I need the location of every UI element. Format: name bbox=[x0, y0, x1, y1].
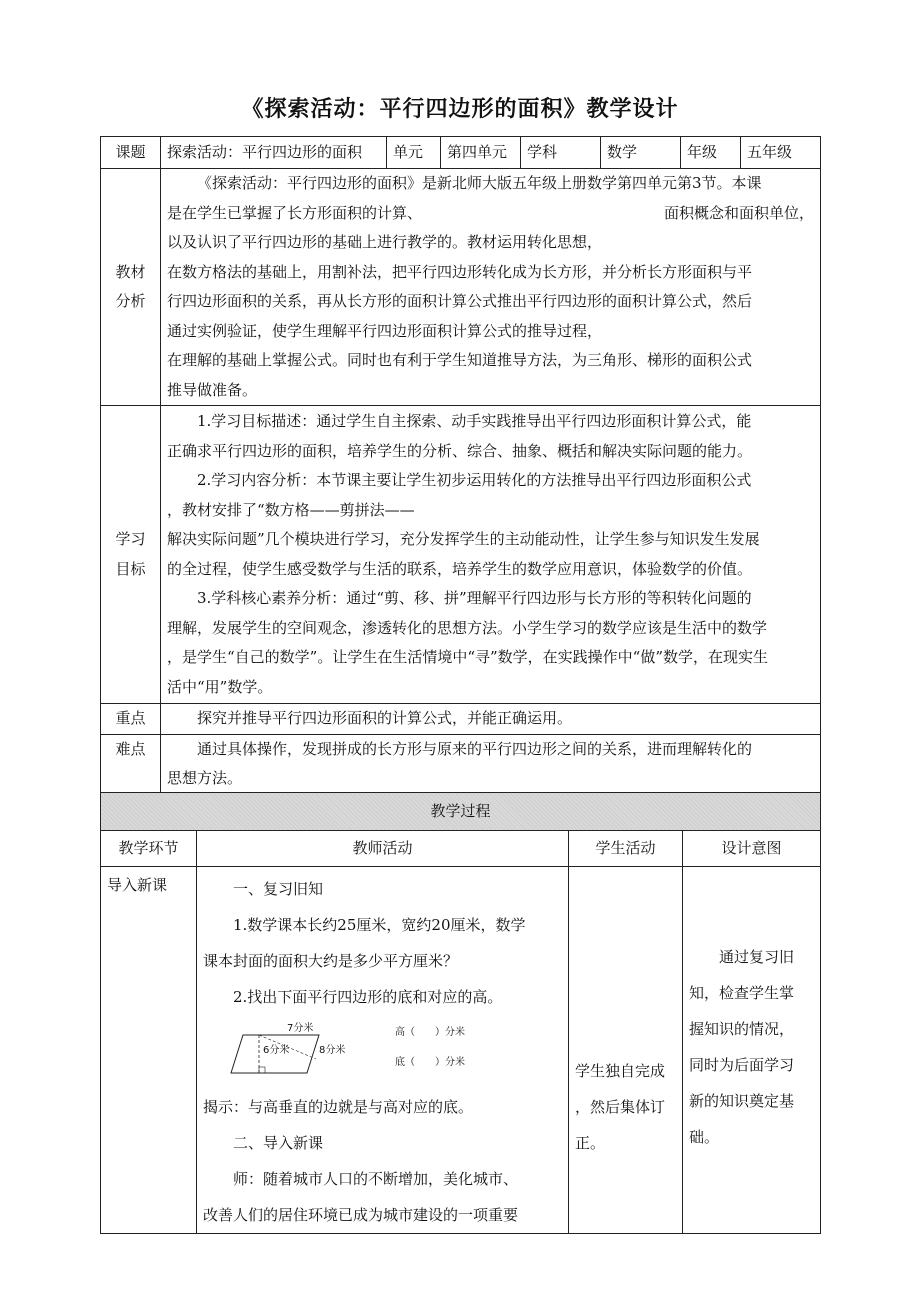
col-header-intent: 设计意图 bbox=[683, 831, 821, 867]
objectives-text: 1.学习目标描述：通过学生自主探索、动手实践推导出平行四边形面积计算公式，能 正确求平行四边形的面积，培养学生的分析、综合、抽象、概括和解决实际问题的能力。 2.学习内容分析：本节课主要让学生初步运用转化的方法推导出平行四边形面积公式 ，教材安排了“数方格——剪拼法—— 解决实际问题”几个模块进行学习，充分发挥学生的主动能动性，让学生参与知识发生发展 的全过程，使学生感受数学与生活的联系，培养学生的数学应用意识，体验数学的价值。 3.学科核心素养分析：通过“剪、移、拼”理解平行四边形与长方形的等积转化问题的 理解，发展学生的空间观念，渗透转化的思想方法。小学生学习的数学应该是生活中的数学 ，是学生“自己的数学”。让学生在生活情境中“寻”数学，在实践操作中“做”数学，在现实生 活中“用”数学。 bbox=[161, 406, 821, 704]
key-point-row bbox=[101, 704, 821, 735]
teacher-activity-cell: 一、复习旧知 1.数学课本长约25厘米，宽约20厘米，数学 课本封面的面积大约是多少平方厘米？ 2.找出下面平行四边形的底和对应的高。 7分米 6分米 8分米 高（ ）分米 底（ ）分米 揭示：与高垂直的边就是与高对应的底。 二、导入新课 师：随着城市人口的不断增加，美化城市、 改善人们的居住环境已成为城市建设的一项重要 bbox=[197, 867, 569, 1234]
analysis-label: 教材 分析 bbox=[101, 169, 161, 406]
label-left: 6分米 bbox=[263, 1045, 290, 1056]
height-blank: 高（ ）分米 bbox=[395, 1027, 465, 1038]
label-right: 8分米 bbox=[319, 1045, 346, 1056]
subject-label: 学科 bbox=[521, 137, 601, 169]
process-table bbox=[100, 792, 821, 1234]
col-header-stage: 教学环节 bbox=[101, 831, 197, 867]
lesson-label: 课题 bbox=[101, 137, 161, 169]
difficulty-text: 通过具体操作，发现拼成的长方形与原来的平行四边形之间的关系，进而理解转化的 思想方法。 bbox=[161, 734, 821, 794]
design-intent-cell: 通过复习旧 知，检查学生掌 握知识的情况， 同时为后面学习 新的知识奠定基 础。 bbox=[683, 867, 821, 1234]
analysis-row bbox=[101, 169, 821, 406]
key-point-text: 探究并推导平行四边形面积的计算公式，并能正确运用。 bbox=[161, 704, 821, 735]
process-heading-row bbox=[101, 793, 821, 831]
objectives-label: 学习 目标 bbox=[101, 406, 161, 704]
unit-label: 单元 bbox=[387, 137, 441, 169]
student-activity-cell: 学生独自完成 ，然后集体订 正。 bbox=[569, 867, 683, 1234]
process-header-row bbox=[101, 831, 821, 867]
process-row-intro bbox=[101, 867, 821, 1234]
unit-value: 第四单元 bbox=[441, 137, 521, 169]
lesson-value: 探索活动：平行四边形的面积 bbox=[161, 137, 387, 169]
key-point-label: 重点 bbox=[101, 704, 161, 735]
lesson-info-table bbox=[100, 136, 821, 795]
label-top: 7分米 bbox=[287, 1023, 314, 1034]
info-row bbox=[101, 137, 821, 169]
document-title: 《探索活动：平行四边形的面积》教学设计 bbox=[241, 97, 679, 122]
col-header-student: 学生活动 bbox=[569, 831, 683, 867]
process-heading: 教学过程 bbox=[101, 793, 821, 831]
base-blank: 底（ ）分米 bbox=[395, 1057, 465, 1068]
objectives-row bbox=[101, 406, 821, 704]
subject-value: 数学 bbox=[601, 137, 681, 169]
difficulty-row bbox=[101, 734, 821, 794]
stage-cell: 导入新课 bbox=[101, 867, 197, 1234]
parallelogram-diagram bbox=[203, 1021, 562, 1085]
analysis-text: 《探索活动：平行四边形的面积》是新北师大版五年级上册数学第四单元第3节。本课 是在学生已掌握了长方形面积的计算、 面积概念和面积单位， 以及认识了平行四边形的基础上进行教学的。教材运用转化思想， 在数方格法的基础上，用割补法，把平行四边形转化成为长方形，并分析长方形面积与平 行四边形面积的关系，再从长方形的面积计算公式推出平行四边形的面积计算公式，然后 通过实例验证，使学生理解平行四边形面积计算公式的推导过程， 在理解的基础上掌握公式。同时也有利于学生知道推导方法，为三角形、梯形的面积公式 推导做准备。 bbox=[161, 169, 821, 406]
parallelogram-figure bbox=[203, 1021, 563, 1085]
col-header-teacher: 教师活动 bbox=[197, 831, 569, 867]
difficulty-label: 难点 bbox=[101, 734, 161, 794]
grade-value: 五年级 bbox=[741, 137, 821, 169]
grade-label: 年级 bbox=[681, 137, 741, 169]
